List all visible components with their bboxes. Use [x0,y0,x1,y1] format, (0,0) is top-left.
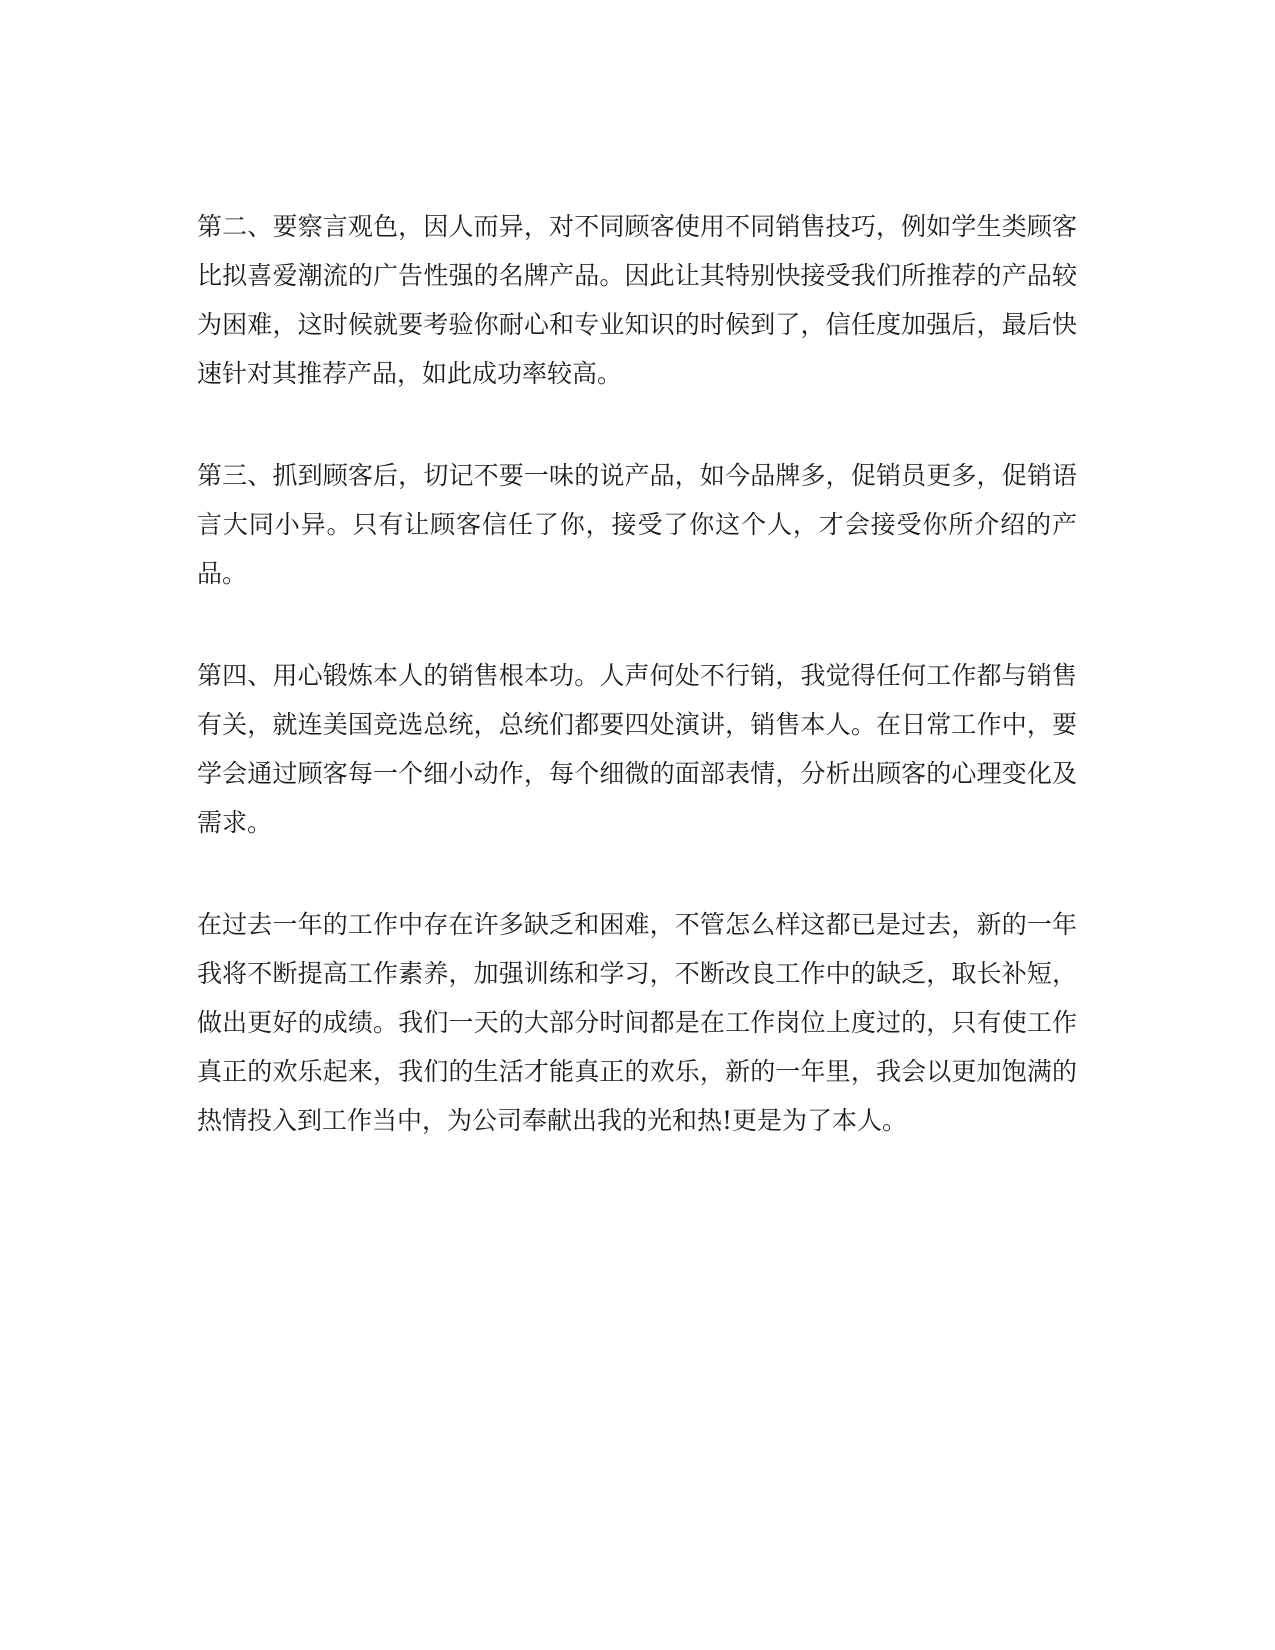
paragraph-fourth-point: 第四、用心锻炼本人的销售根本功。人声何处不行销，我觉得任何工作都与销售有关，就连美国竞选总统，总统们都要四处演讲，销售本人。在日常工作中，要学会通过顾客每一个细小动作，每个细微的面部表情，分析出顾客的心理变化及需求。 [197,661,1077,837]
paragraph-conclusion: 在过去一年的工作中存在许多缺乏和困难，不管怎么样这都已是过去，新的一年我将不断提高工作素养，加强训练和学习，不断改良工作中的缺乏，取长补短，做出更好的成绩。我们一天的大部分时间都是在工作岗位上度过的，只有使工作真正的欢乐起来，我们的生活才能真正的欢乐，新的一年里，我会以更加饱满的热情投入到工作当中，为公司奉献出我的光和热!更是为了本人。 [197,910,1077,1135]
document-body [197,202,1077,1198]
paragraph-third-point: 第三、抓到顾客后，切记不要一味的说产品，如今品牌多，促销员更多，促销语言大同小异。只有让顾客信任了你，接受了你这个人，才会接受你所介绍的产品。 [197,461,1077,588]
paragraph-second-point: 第二、要察言观色，因人而异，对不同顾客使用不同销售技巧，例如学生类顾客比拟喜爱潮流的广告性强的名牌产品。因此让其特别快接受我们所推荐的产品较为困难，这时候就要考验你耐心和专业知识的时候到了，信任度加强后，最后快速针对其推荐产品，如此成功率较高。 [197,212,1077,388]
